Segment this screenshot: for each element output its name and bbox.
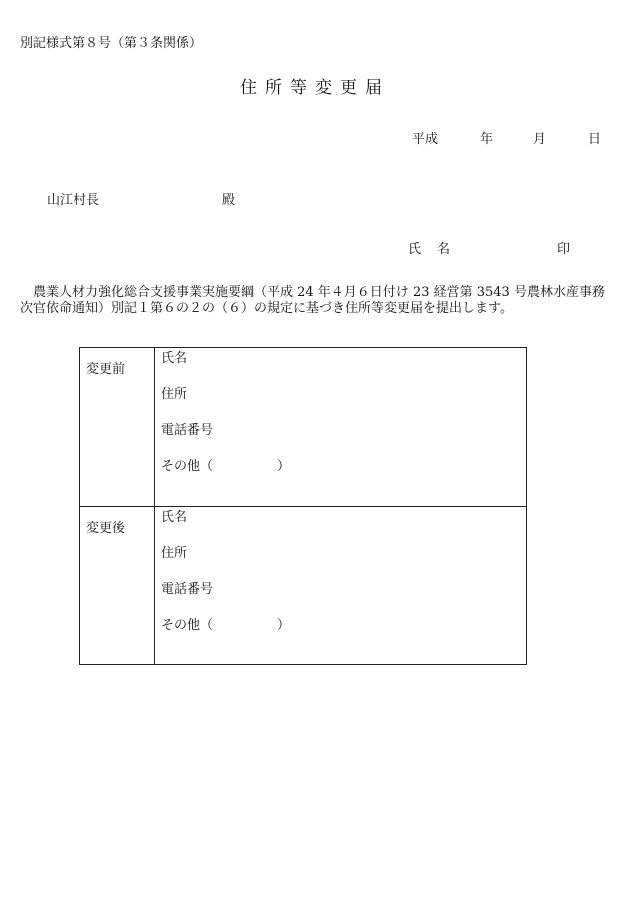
date-month-label: 月 (533, 132, 547, 147)
fields-before (155, 348, 527, 507)
body-text: 農業人材力強化総合支援事業実施要綱（平成 24 年４月６日付け 23 経営第 3543 号農林水産事務次官依命通知）別記１第６の２の（６）の規定に基づき住所等変更届を提出します。 (20, 285, 605, 316)
fields-after (155, 506, 527, 665)
field-other-close-after: ） (277, 617, 291, 633)
field-other-before (161, 460, 526, 496)
date-era: 平成 (412, 132, 439, 147)
field-other-after (161, 619, 526, 655)
seal-mark: 印 (557, 242, 571, 257)
field-address-after: 住所 (161, 545, 188, 561)
date-year-label: 年 (480, 132, 494, 147)
field-other-open-after: その他（ (161, 617, 214, 633)
field-phone-after: 電話番号 (161, 581, 214, 597)
form-code: 別記様式第８号（第３条関係） (20, 36, 203, 51)
field-phone-before: 電話番号 (161, 423, 214, 438)
section-label-before: 変更前 (80, 348, 155, 507)
table-row-before (80, 348, 527, 507)
section-label-after: 変更後 (80, 506, 155, 665)
applicant-name-label-2: 名 (437, 242, 451, 257)
table-row-after (80, 506, 527, 665)
applicant-name-label (408, 243, 450, 256)
field-other-close-before: ） (277, 459, 291, 474)
date-day-label: 日 (588, 132, 602, 147)
field-address-before: 住所 (161, 387, 188, 402)
field-other-open-before: その他（ (161, 459, 214, 474)
field-name-after: 氏名 (161, 509, 188, 525)
applicant-name-label-1: 氏 (408, 242, 422, 257)
addressee-name: 山江村長 (47, 193, 100, 208)
change-table (79, 347, 527, 665)
field-name-before: 氏名 (161, 351, 188, 366)
document-title: 住所等変更届 (240, 78, 390, 98)
addressee-honorific: 殿 (222, 193, 236, 208)
